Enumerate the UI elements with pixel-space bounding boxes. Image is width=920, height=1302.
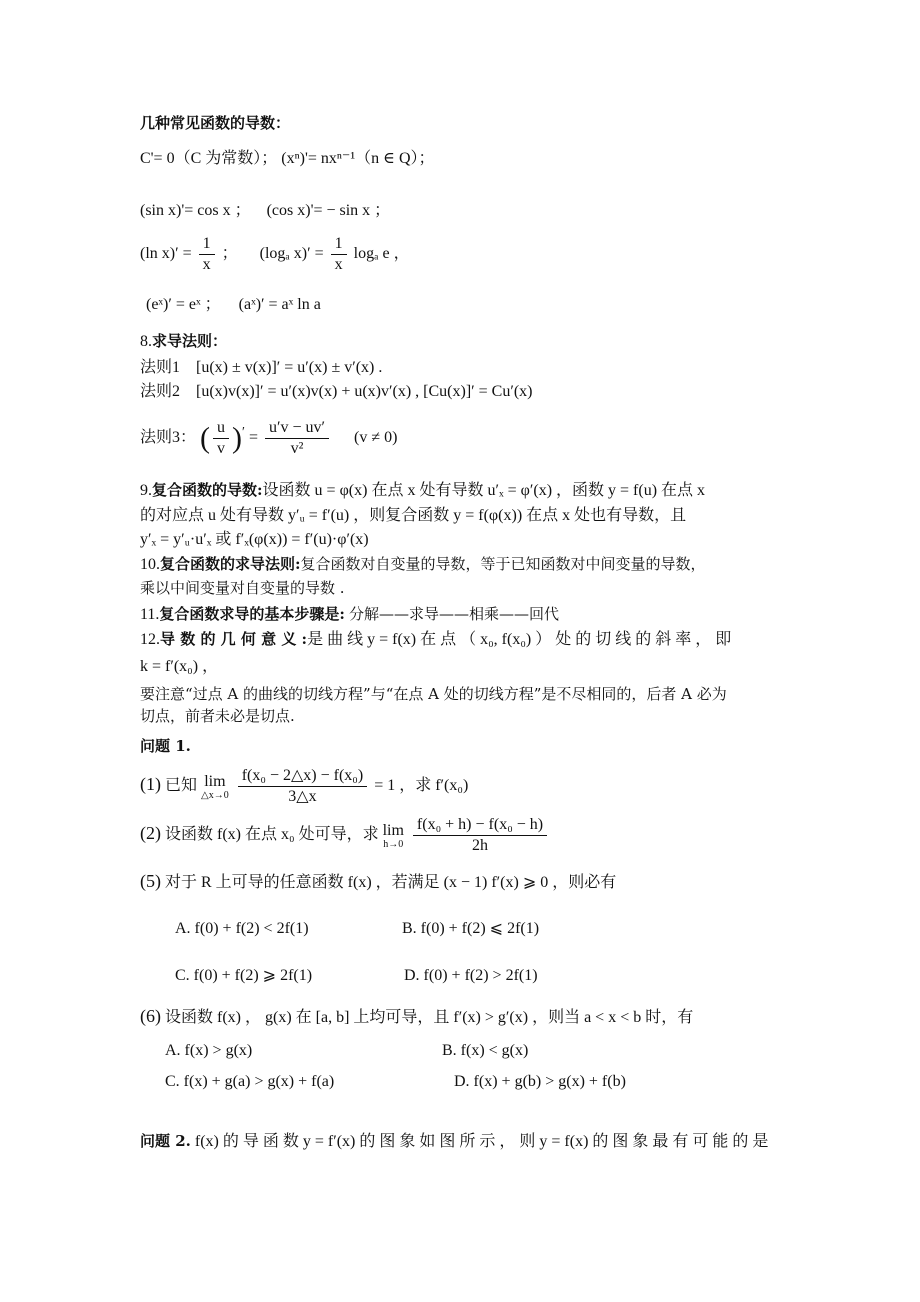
formula-row-2 — [140, 200, 390, 222]
formula-constant: C'= 0（C 为常数）； — [140, 150, 278, 167]
problem-2: 问题 2. f(x) 的 导 函 数 y = f′(x) 的 图 象 如 图 所 示 ， 则 y = f(x) 的 图 象 最 有 可 能 的 是 — [140, 1132, 769, 1150]
rule-2: 法则2 [u(x)v(x)]′ = u′(x)v(x) + u(x)v′(x) , [Cu(x)]′ = Cu′(x) — [140, 383, 533, 400]
section-11: 11.复合函数求导的基本步骤是: 分解——求导——相乘——回代 — [140, 605, 559, 623]
q6-option-a: A. f(x) > g(x) — [165, 1042, 253, 1059]
problem-1-title: 问题 1. — [140, 737, 191, 755]
q5-option-a: A. f(0) + f(2) < 2f(1) — [175, 920, 309, 937]
problem-1-q6: (6) 设函数 f(x) ， g(x) 在 [a, b] 上均可导，且 f′(x) > g′(x) ，则当 a < x < b 时，有 — [140, 1006, 694, 1026]
formula-cos: (cos x)'= − sin x ； — [266, 202, 391, 219]
section-9-line-2: 的对应点 u 处有导数 y′ᵤ = f′(u) ，则复合函数 y = f(φ(x)) 在点 x 处也有导数，且 — [140, 507, 687, 524]
formula-log: (logₐ x)′ = $\frac{1}{x}$ logₐ e ， — [259, 235, 410, 273]
section-12-line-1: 12.导 数 的 几 何 意 义 :是 曲 线 y = f(x) 在 点 （ x₀, f(x₀) ） 处 的 切 线 的 斜 率 ， 即 — [140, 630, 732, 648]
problem-1-q5: (5) 对于 R 上可导的任意函数 f(x) ，若满足 (x − 1) f′(x) ⩾ 0 ，则必有 — [140, 871, 617, 891]
formula-exp-a: (aˣ)′ = aˣ ln a — [238, 296, 321, 313]
problem-1-q1: (1) 已知 lim △x→0 $\frac{\text{f(x₀ − 2△x) − f(x₀)}}{3\triangle x}$ = 1 ，求 f′(x₀) — [140, 767, 469, 805]
q6-option-b: B. f(x) < g(x) — [442, 1042, 529, 1059]
section-9-line-3: y′ₓ = y′ᵤ·u′ₓ 或 f′ₓ(φ(x)) = f′(u)·φ′(x) — [140, 531, 369, 548]
formula-ln: (ln x)′ = $\frac{1}{x}$ ； — [140, 235, 238, 273]
q6-option-c: C. f(x) + g(a) > g(x) + f(a) — [165, 1073, 335, 1090]
formula-power: (xⁿ)'= nxⁿ⁻¹（n ∈ Q）； — [281, 150, 435, 167]
section-8-heading: 8.求导法则： — [140, 332, 228, 350]
section-10-line-1: 10.复合函数的求导法则:复合函数对自变量的导数，等于已知函数对中间变量的导数， — [140, 555, 706, 573]
section-10-line-2: 乘以中间变量对自变量的导数 . — [140, 579, 345, 597]
page-title: 几种常见函数的导数： — [140, 114, 291, 132]
q5-option-b: B. f(0) + f(2) ⩽ 2f(1) — [402, 920, 540, 937]
q6-option-d: D. f(x) + g(b) > g(x) + f(b) — [454, 1073, 626, 1090]
section-12-line-3: 要注意“过点 A 的曲线的切线方程”与“在点 A 处的切线方程”是不尽相同的，后者 A 必为 — [140, 685, 727, 703]
section-12-line-4: 切点，前者未必是切点. — [140, 707, 295, 725]
formula-row-3 — [140, 234, 410, 275]
formula-exp: (eˣ)′ = eˣ ； — [146, 296, 221, 313]
problem-1-q2: (2) 设函数 f(x) 在点 x₀ 处可导，求 lim h→0 $\frac{\text{f(x₀ + h) − f(x₀ − h)}}{2h}$ — [140, 815, 550, 856]
formula-row-4 — [146, 294, 321, 316]
q5-option-d: D. f(0) + f(2) > 2f(1) — [404, 967, 538, 984]
rule-3: 法则3： ( $\frac{u}{v}$ )′ = $\frac{u'v - uv'}{\text{v²}}$ (v ≠ 0) — [140, 419, 398, 457]
formula-row-1 — [140, 148, 435, 170]
formula-sin: (sin x)'= cos x ； — [140, 202, 251, 219]
section-9-line-1: 9.复合函数的导数:设函数 u = φ(x) 在点 x 处有导数 u′ₓ = φ′(x) ，函数 y = f(u) 在点 x — [140, 481, 706, 499]
section-12-line-2: k = f′(x₀) ， — [140, 658, 219, 675]
q5-option-c: C. f(0) + f(2) ⩾ 2f(1) — [175, 967, 313, 984]
rule-1: 法则1 [u(x) ± v(x)]′ = u′(x) ± v′(x) . — [140, 359, 383, 376]
